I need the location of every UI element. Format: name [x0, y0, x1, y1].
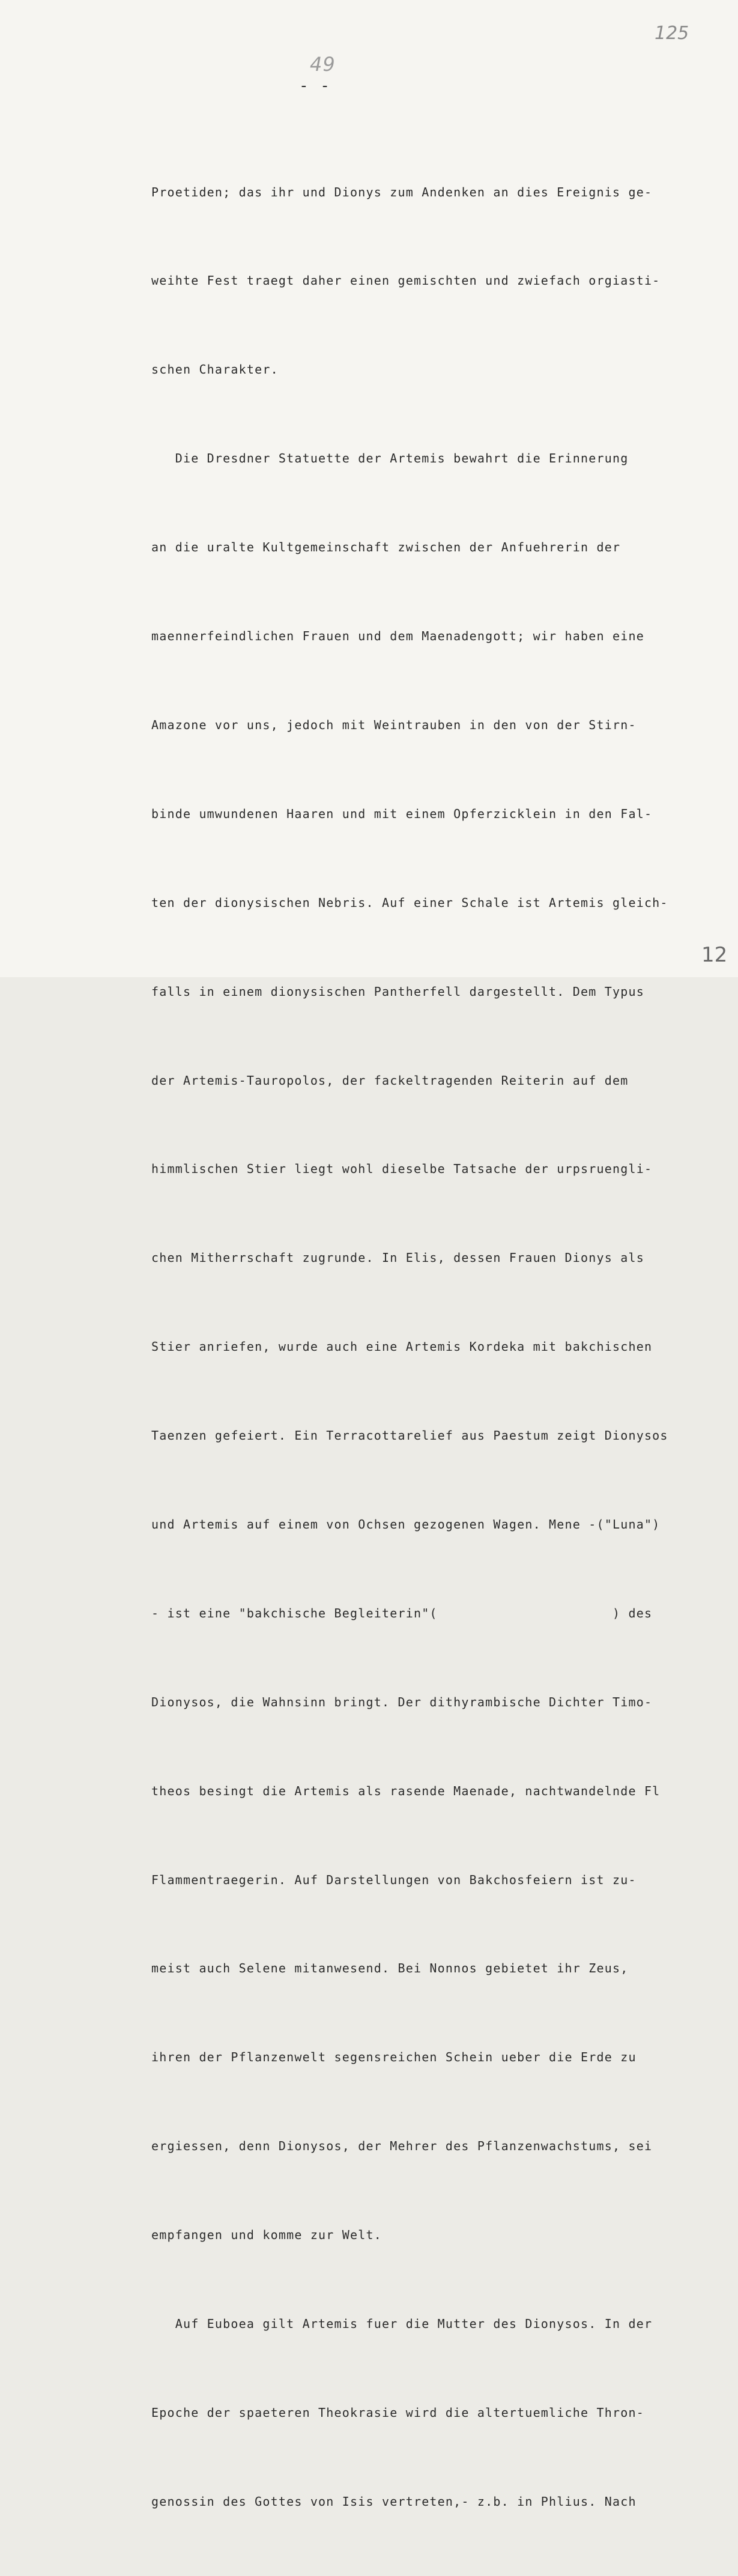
- text-line: Die Dresdner Statuette der Artemis bewahrt die Erinnerung: [151, 451, 629, 466]
- text-line: empfangen und komme zur Welt.: [151, 2228, 382, 2243]
- folio-number: 12: [701, 943, 728, 967]
- text-line: der Artemis-Tauropolos, der fackeltragenden Reiterin auf dem: [151, 1073, 629, 1088]
- text-line: ergiessen, denn Dionysos, der Mehrer des Pflanzenwachstums, sei: [151, 2139, 653, 2154]
- text-line: ihren der Pflanzenwelt segensreichen Schein ueber die Erde zu: [151, 2050, 637, 2065]
- text-line: schen Charakter.: [151, 362, 279, 377]
- text-line: falls in einem dionysischen Pantherfell dargestellt. Dem Typus: [151, 984, 644, 999]
- text-line: Proetiden; das ihr und Dionys zum Andenken an dies Ereignis ge-: [151, 184, 653, 199]
- text-line: Amazone vor uns, jedoch mit Weintrauben in den von der Stirn-: [151, 717, 637, 732]
- text-line: theos besingt die Artemis als rasende Maenade, nachtwandelnde Fl: [151, 1783, 661, 1798]
- typed-page-marker: - -: [299, 77, 331, 95]
- text-line: Stier anriefen, wurde auch eine Artemis Kordeka mit bakchischen: [151, 1339, 653, 1354]
- text-line: Dionysos, die Wahnsinn bringt. Der dithyrambische Dichter Timo-: [151, 1694, 653, 1709]
- text-line: - ist eine "bakchische Begleiterin"( ) des: [151, 1605, 653, 1620]
- text-line: chen Mitherrschaft zugrunde. In Elis, dessen Frauen Dionys als: [151, 1250, 644, 1265]
- text-line: weihte Fest traegt daher einen gemischten und zwiefach orgiasti-: [151, 273, 661, 288]
- text-line: Auf Euboea gilt Artemis fuer die Mutter des Dionysos. In der: [151, 2316, 653, 2331]
- text-line: Epoche der spaeteren Theokrasie wird die altertuemliche Thron-: [151, 2405, 644, 2420]
- text-line: meist auch Selene mitanwesend. Bei Nonnos gebietet ihr Zeus,: [151, 1961, 629, 1976]
- text-line: genossin des Gottes von Isis vertreten,- z.b. in Phlius. Nach: [151, 2494, 637, 2509]
- archive-number: 125: [655, 23, 689, 44]
- pencil-page-number: 49: [310, 53, 336, 76]
- text-line: binde umwundenen Haaren und mit einem Opferzicklein in den Fal-: [151, 806, 653, 821]
- text-line: Taenzen gefeiert. Ein Terracottarelief aus Paestum zeigt Dionysos: [151, 1428, 668, 1443]
- text-line: maennerfeindlichen Frauen und dem Maenadengott; wir haben eine: [151, 629, 644, 644]
- typewritten-body: [151, 118, 728, 2576]
- text-line: Flammentraegerin. Auf Darstellungen von Bakchosfeiern ist zu-: [151, 1872, 637, 1887]
- text-line: ten der dionysischen Nebris. Auf einer Schale ist Artemis gleich-: [151, 895, 668, 910]
- text-line: und Artemis auf einem von Ochsen gezogenen Wagen. Mene -("Luna"): [151, 1517, 661, 1532]
- text-line: an die uralte Kultgemeinschaft zwischen der Anfuehrerin der: [151, 540, 621, 555]
- text-line: himmlischen Stier liegt wohl dieselbe Tatsache der urpsruengli-: [151, 1162, 653, 1177]
